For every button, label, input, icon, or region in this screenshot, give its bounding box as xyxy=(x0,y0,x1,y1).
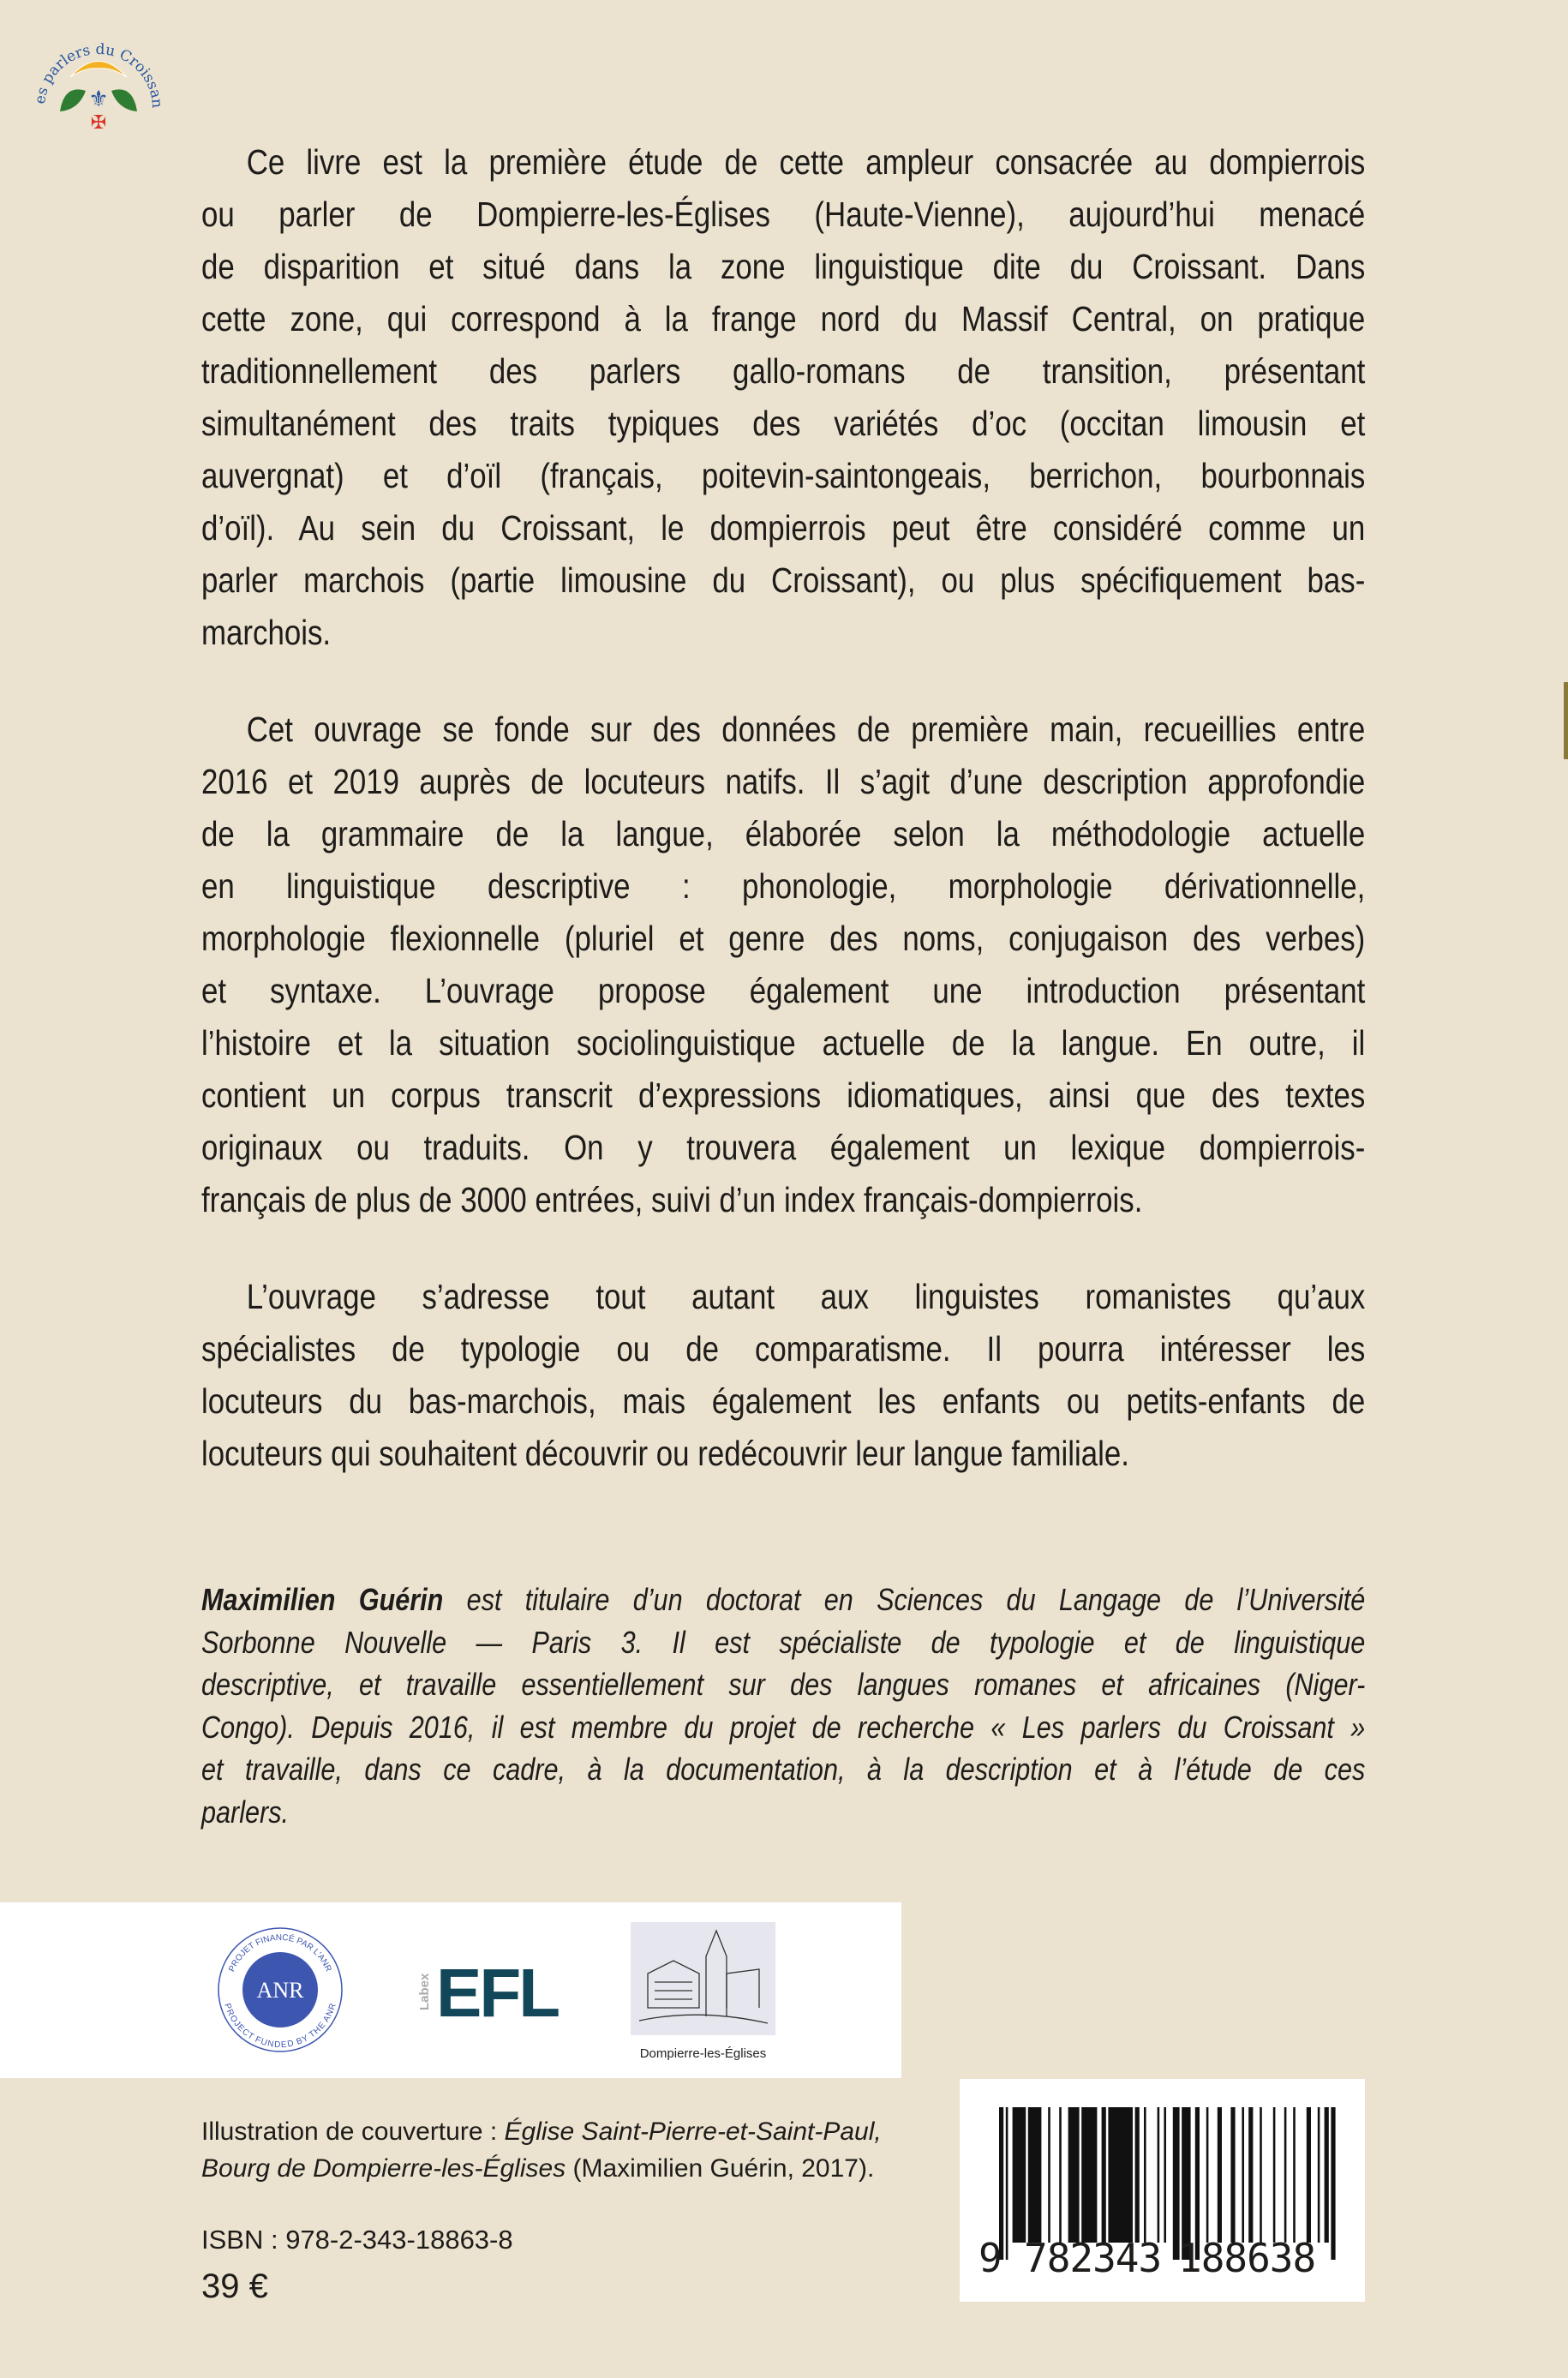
text-line: de la grammaire de la langue, élaborée selon la méthodologie actuelle xyxy=(201,814,1366,854)
barcode-bar xyxy=(1135,2107,1140,2243)
barcode-bar xyxy=(1206,2107,1209,2243)
barcode-bar xyxy=(1048,2107,1050,2243)
text-line: marchois. xyxy=(201,613,332,652)
barcode-bar xyxy=(1164,2107,1166,2243)
text-line: d’oïl). Au sein du Croissant, le dompierrois peut être considéré comme un xyxy=(201,508,1366,548)
isbn: ISBN : 978-2-343-18863-8 xyxy=(201,2225,513,2255)
barcode-bar xyxy=(1158,2107,1160,2243)
text-line: contient un corpus transcrit d’expressions idiomatiques, ainsi que des textes xyxy=(201,1075,1366,1115)
svg-text:ANR: ANR xyxy=(256,1978,304,2003)
author-bio xyxy=(201,1578,1365,1834)
text-line: cette zone, qui correspond à la frange nord du Massif Central, on pratique xyxy=(201,299,1366,338)
svg-text:Les parlers du Croissant: es parlers du Croissan xyxy=(32,40,166,109)
svg-text:PROJET FINANCÉ PAR L'ANR: PROJET FINANCÉ PAR L'ANR xyxy=(227,1932,333,1974)
text-line: de disparition et situé dans la zone linguistique dite du Croissant. Dans xyxy=(201,247,1366,286)
cover-illustration-credit xyxy=(201,2113,882,2187)
bio-text: est titulaire d’un doctorat en Sciences du Langage de l’Université xyxy=(443,1582,1366,1617)
barcode-bar xyxy=(1307,2107,1311,2243)
text-line: locuteurs qui souhaitent découvrir ou redécouvrir leur langue familiale. xyxy=(201,1434,1129,1473)
efl-labex-text: Labex xyxy=(417,1973,432,2010)
barcode-bar xyxy=(1331,2107,1335,2260)
text-line: spécialistes de typologie ou de comparatisme. Il pourra intéresser les xyxy=(201,1329,1366,1369)
barcode-bar xyxy=(1293,2107,1296,2243)
barcode-bar xyxy=(1260,2107,1262,2243)
text-line: traditionnellement des parlers gallo-romans de transition, présentant xyxy=(201,351,1366,391)
author-name: Maximilien Guérin xyxy=(201,1582,444,1617)
anr-logo xyxy=(212,1921,349,2058)
text-line: 2016 et 2019 auprès de locuteurs natifs. Il s’agit d’une description approfondie xyxy=(201,762,1366,801)
barcode xyxy=(960,2079,1365,2302)
text-line: L’ouvrage s’adresse tout autant aux linguistes romanistes qu’aux xyxy=(246,1277,1366,1316)
barcode-bar xyxy=(1284,2107,1287,2243)
text-line: parler marchois (partie limousine du Croissant), ou plus spécifiquement bas- xyxy=(201,560,1366,600)
barcode-bar xyxy=(1248,2107,1253,2243)
barcode-bar xyxy=(1318,2107,1320,2243)
text-line: Cet ouvrage se fonde sur des données de première main, recueillies entre xyxy=(246,710,1366,749)
svg-text:PROJECT FUNDED BY THE ANR: PROJECT FUNDED BY THE ANR xyxy=(222,2002,338,2051)
text-line: en linguistique descriptive : phonologie, morphologie dérivationnelle, xyxy=(201,866,1366,906)
barcode-bar xyxy=(1006,2107,1008,2260)
barcode-bar xyxy=(1108,2107,1133,2243)
bio-line: parlers. xyxy=(201,1794,290,1830)
description-paragraph-2 xyxy=(201,704,1365,1226)
price: 39 € xyxy=(201,2267,268,2305)
dompierre-caption: Dompierre-les-Églises xyxy=(639,2046,767,2061)
text-line: originaux ou traduits. On y trouvera également un lexique dompierrois- xyxy=(201,1128,1366,1167)
partner-logos-band xyxy=(0,1902,901,2078)
barcode-bar xyxy=(1273,2107,1276,2243)
description-paragraph-1 xyxy=(201,136,1365,659)
bio-line: et travaille, dans ce cadre, à la documentation, à la description et à l’étude de ces xyxy=(201,1752,1366,1788)
barcode-bar xyxy=(1102,2107,1106,2243)
bio-line: Sorbonne Nouvelle — Paris 3. Il est spécialiste de typologie et de linguistique xyxy=(201,1624,1366,1660)
barcode-group-1: 782343 xyxy=(1024,2235,1162,2281)
text-line: locuteurs du bas-marchois, mais également les enfants ou petits-enfants de xyxy=(201,1381,1366,1421)
credit-title: Église Saint-Pierre-et-Saint-Paul, xyxy=(504,2117,882,2146)
barcode-bar xyxy=(1144,2107,1146,2243)
efl-text: EFL xyxy=(436,1955,559,2031)
text-line: Ce livre est la première étude de cette ampleur consacrée au dompierrois xyxy=(246,142,1366,182)
dompierre-logo xyxy=(631,1922,775,2068)
credit-label: Illustration de couverture : xyxy=(201,2117,505,2146)
barcode-bar xyxy=(1028,2107,1042,2243)
bio-line xyxy=(201,1578,1365,1621)
bio-line: Congo). Depuis 2016, il est membre du projet de recherche « Les parlers du Croissant » xyxy=(201,1709,1366,1745)
barcode-group-2: 188638 xyxy=(1178,2235,1316,2281)
church-sketch-image xyxy=(631,1922,775,2035)
barcode-digit-first: 9 xyxy=(979,2235,1002,2281)
credit-title-2: Bourg de Dompierre-les-Églises xyxy=(201,2154,566,2183)
spine-marker xyxy=(1564,682,1568,759)
barcode-bar xyxy=(1068,2107,1080,2243)
text-line: l’histoire et la situation sociolinguistique actuelle de la langue. En outre, il xyxy=(201,1023,1366,1063)
barcode-bar xyxy=(1242,2107,1244,2243)
text-line: et syntaxe. L’ouvrage propose également une introduction présentant xyxy=(201,971,1366,1010)
bio-line: descriptive, et travaille essentiellement sur des langues romanes et africaines (Niger- xyxy=(201,1667,1366,1703)
barcode-bar xyxy=(1013,2107,1026,2243)
barcode-bar xyxy=(1325,2107,1329,2243)
text-line: ou parler de Dompierre-les-Églises (Haute-Vienne), aujourd’hui menacé xyxy=(201,195,1366,234)
barcode-bar xyxy=(1059,2107,1062,2243)
text-line: auvergnat) et d’oïl (français, poitevin-saintongeais, berrichon, bourbonnais xyxy=(201,456,1366,495)
text-line: morphologie flexionnelle (pluriel et genre des noms, conjugaison des verbes) xyxy=(201,919,1366,958)
svg-text:⚜: ⚜ xyxy=(88,86,109,111)
svg-text:✠: ✠ xyxy=(90,111,107,133)
credit-author: (Maximilien Guérin, 2017). xyxy=(566,2154,875,2183)
series-logo xyxy=(26,15,171,135)
barcode-bar xyxy=(1218,2107,1222,2243)
description-paragraph-3 xyxy=(201,1271,1365,1480)
text-line: simultanément des traits typiques des variétés d’oc (occitan limousin et xyxy=(201,404,1366,443)
text-line: français de plus de 3000 entrées, suivi d’un index français-dompierrois. xyxy=(201,1180,1143,1219)
barcode-bar xyxy=(1081,2107,1097,2243)
barcode-bar xyxy=(1230,2107,1235,2243)
